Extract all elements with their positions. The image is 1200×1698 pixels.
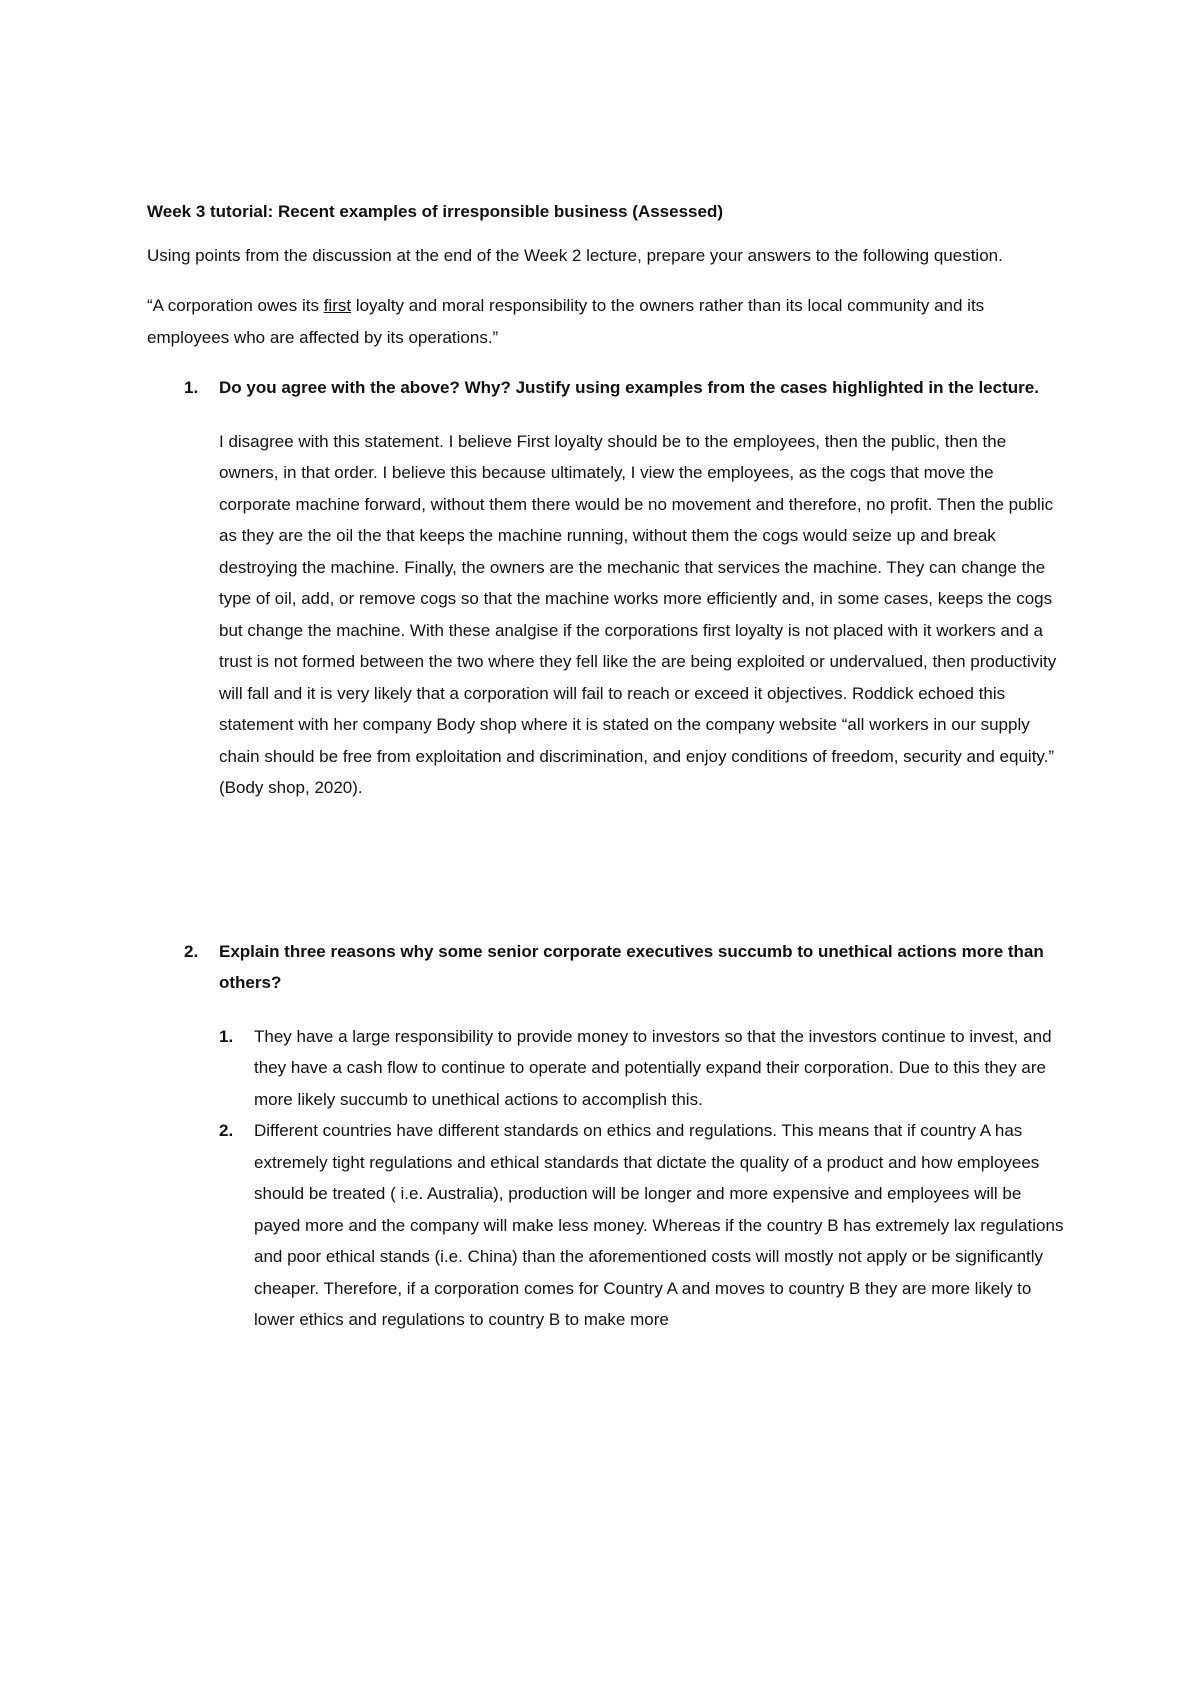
reason-2-text: Different countries have different standards on ethics and regulations. This means that if country A has extremely tight regulations and ethical standards that dictate the quality of a product and how employees should be treated ( i.e. Australia), production will be longer and more expensive and employees will be payed more and the company will make less money. Whereas if the country B has extremely lax regulations and poor ethical stands (i.e. China) than the aforementioned costs will mostly not apply or be significantly cheaper. Therefore, if a corporation comes for Country A and moves to country B they are more likely to lower ethics and regulations to country B to make more <box>254 1121 1064 1329</box>
question-1 <box>147 372 1067 404</box>
reason-1-text: They have a large responsibility to provide money to investors so that the investors continue to invest, and they have a cash flow to continue to operate and potentially expand their corporation. Due to this they are more likely succumb to unethical actions to accomplish this. <box>254 1026 1052 1109</box>
reason-2-number: 2. <box>219 1121 234 1140</box>
reason-item-1 <box>147 1021 1067 1116</box>
question-1-text: Do you agree with the above? Why? Justify using examples from the cases highlighted in the lecture. <box>219 378 1039 397</box>
question-2 <box>147 936 1067 999</box>
quote-underlined-word: first <box>323 296 352 315</box>
reason-1-number: 1. <box>219 1026 234 1046</box>
document-body <box>147 196 1067 1336</box>
question-2-text: Explain three reasons why some senior corporate executives succumb to unethical actions more than others? <box>219 941 1044 992</box>
intro-paragraph: Using points from the discussion at the end of the Week 2 lecture, prepare your answers to the following question. <box>147 245 1003 265</box>
quote-paragraph <box>147 290 1067 353</box>
quote-text-start: “A corporation owes its <box>147 296 324 315</box>
question-2-number: 2. <box>184 941 199 961</box>
document-title: Week 3 tutorial: Recent examples of irresponsible business (Assessed) <box>147 202 723 221</box>
reason-item-2 <box>147 1115 1067 1336</box>
question-1-number: 1. <box>184 378 199 397</box>
question-1-answer: I disagree with this statement. I believe First loyalty should be to the employees, then the public, then the owners, in that order. I believe this because ultimately, I view the employees, as the cogs that move the corporate machine forward, without them there would be no movement and therefore, no profit. Then the public as they are the oil the that keeps the machine running, without them the cogs would seize up and break destroying the machine. Finally, the owners are the mechanic that services the machine. They can change the type of oil, add, or remove cogs so that the machine works more efficiently and, in some cases, keeps the cogs but change the machine. With these analgise if the corporations first loyalty is not placed with it workers and a trust is not formed between the two where they fell like the are being exploited or undervalued, then productivity will fall and it is very likely that a corporation will fail to reach or exceed it objectives. Roddick echoed this statement with her company Body shop where it is stated on the company website “all workers in our supply chain should be free from exploitation and discrimination, and enjoy conditions of freedom, security and equity.” (Body shop, 2020). <box>219 431 1057 797</box>
quote-text-end: loyalty and moral responsibility to the owners rather than its local community and its employees who are affected by its operations.” <box>147 296 985 347</box>
